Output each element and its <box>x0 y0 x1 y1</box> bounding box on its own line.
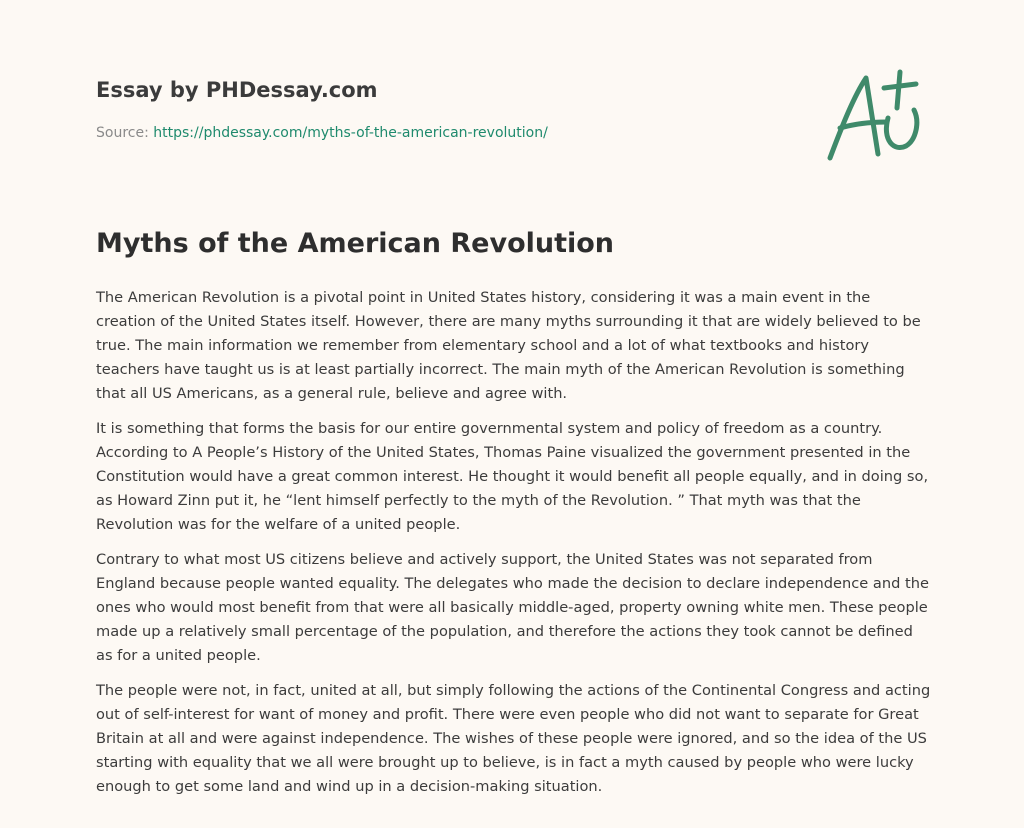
essay-paragraph: Contrary to what most US citizens believe and actively support, the United States was not separated from England because people wanted equality. The delegates who made the decision to declare independence and the ones who would most benefit from that were all basically middle-aged, property owning white men. These people made up a relatively small percentage of the population, and therefore the actions they took cannot be defined as for a united people. <box>96 551 929 664</box>
source-line <box>96 123 548 143</box>
essay-title: Myths of the American Revolution <box>96 228 615 259</box>
essay-paragraph: It is something that forms the basis for our entire governmental system and policy of freedom as a country. According to A People’s History of the United States, Thomas Paine visualized the government presented in the Constitution would have a great common interest. He thought it would benefit all people equally, and in doing so, as Howard Zinn put it, he “lent himself perfectly to the myth of the Revolution. ” That myth was that the Revolution was for the welfare of a united people. <box>96 420 929 533</box>
essay-body <box>96 286 932 810</box>
brand-title: Essay by PHDessay.com <box>96 78 378 102</box>
essay-paragraph: The American Revolution is a pivotal point in United States history, considering it was a main event in the creation of the United States itself. However, there are many myths surrounding it that are widely believed to be true. The main information we remember from elementary school and a lot of what textbooks and history teachers have taught us is at least partially incorrect. The main myth of the American Revolution is something that all US Americans, as a general rule, believe and agree with. <box>96 289 921 402</box>
source-label: Source: <box>96 125 149 141</box>
source-link[interactable]: https://phdessay.com/myths-of-the-american-revolution/ <box>153 125 548 141</box>
essay-paragraph: The people were not, in fact, united at all, but simply following the actions of the Continental Congress and acting out of self-interest for want of money and profit. There were even people who did not want to separate for Great Britain at all and were against independence. The wishes of these people were ignored, and so the idea of the US starting with equality that we all were brought up to believe, is in fact a myth caused by people who were lucky enough to get some land and wind up in a decision-making situation. <box>96 682 931 795</box>
a-plus-grade-icon <box>820 66 930 166</box>
